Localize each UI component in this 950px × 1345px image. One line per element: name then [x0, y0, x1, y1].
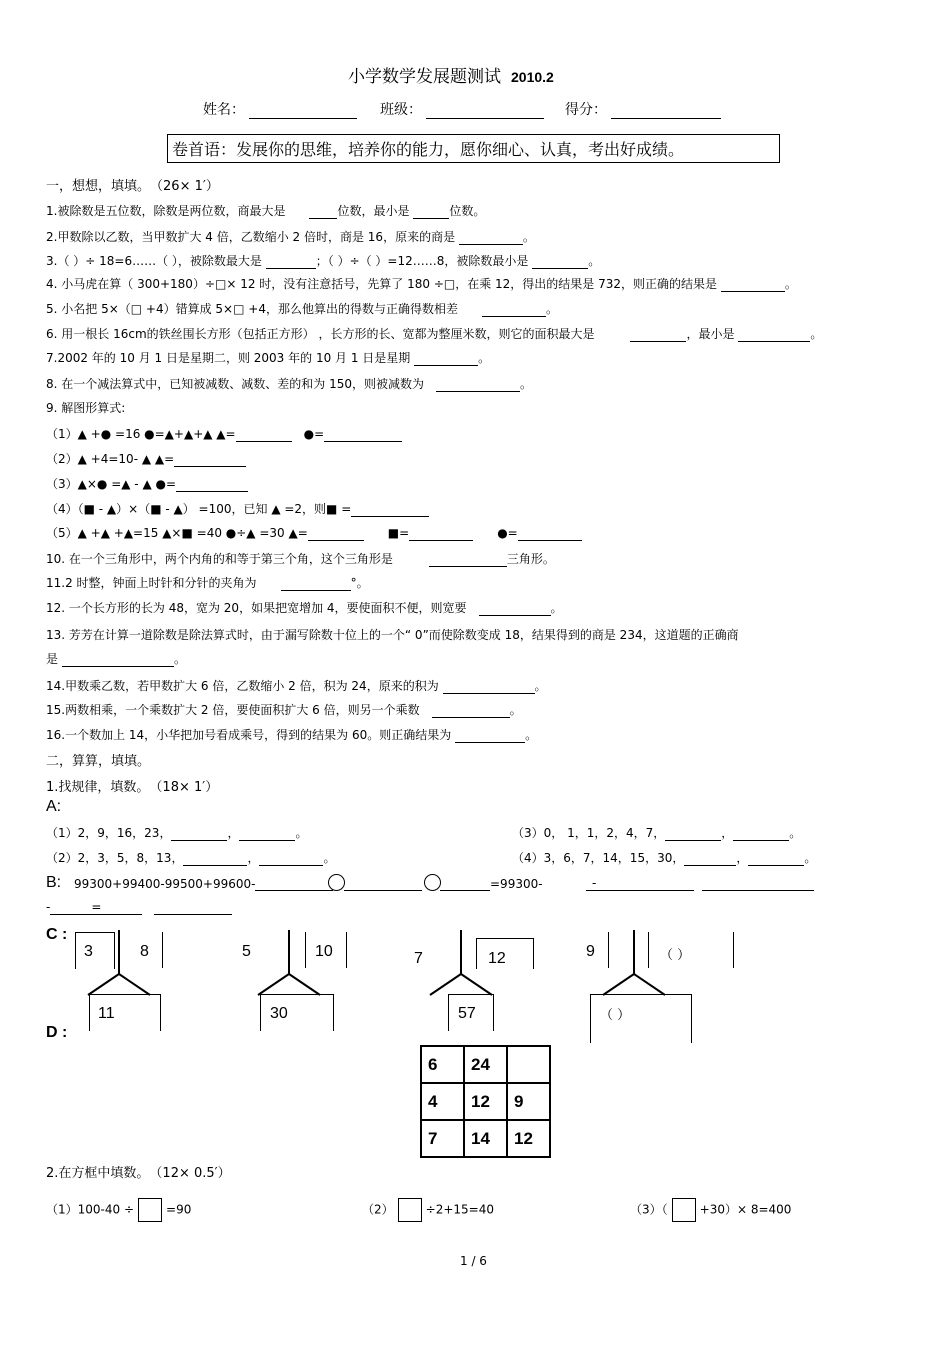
- class-field[interactable]: 班级：: [380, 99, 544, 119]
- subsection-1-heading: 1.找规律，填数。 （18× 1′）: [46, 780, 219, 795]
- tree-1-right: 8: [140, 943, 149, 960]
- part-b-eq: =99300-: [440, 876, 543, 891]
- fill-box-1: （1）100-40 ÷ =90: [46, 1198, 191, 1222]
- fill-box-2: （2） ÷2+15=40: [362, 1198, 494, 1222]
- grid-cell: 24: [464, 1046, 507, 1083]
- number-grid: [420, 1045, 551, 1158]
- part-b-line-2: - =: [46, 898, 232, 915]
- subsection-2-heading: 2.在方框中填数。 （12× 0.5′）: [46, 1166, 231, 1181]
- question-10: 10. 在一个三角形中，两个内角的和等于第三个角，这个三角形是 三角形。: [46, 552, 555, 566]
- question-13-cont: 是 。: [46, 652, 187, 666]
- tree-4-left: 9: [586, 943, 595, 960]
- question-15: 15.两数相乘，一个乘数扩大 2 倍，要使面积扩大 6 倍，则另一个乘数 。: [46, 703, 522, 717]
- question-6: 6. 用一根长 16cm的铁丝围长方形（包括正方形） ，长方形的长、宽都为整厘米数，则它的面积最大是 ，最小是 。: [46, 327, 823, 341]
- tree-2-right: 10: [315, 943, 333, 960]
- question-9: 9. 解图形算式:: [46, 401, 126, 415]
- question-8: 8. 在一个减法算式中，已知被减数、减数、差的和为 150，则被减数为 。: [46, 377, 533, 391]
- question-9-3: （3）▲×● =▲ - ▲ ●=: [46, 475, 248, 492]
- question-9-2: （2）▲ +4=10- ▲ ▲=: [46, 450, 246, 467]
- score-field[interactable]: 得分：: [565, 99, 721, 119]
- question-12: 12. 一个长方形的长为 48，宽为 20，如果把宽增加 4，要使面积不便，则宽要 。: [46, 601, 563, 615]
- grid-cell: 7: [421, 1120, 464, 1157]
- page-number: 1 / 6: [460, 1254, 487, 1268]
- tree-1-left: 3: [84, 943, 93, 960]
- part-d-label: D :: [46, 1024, 68, 1041]
- fill-box-3: （3）（ +30）× 8=400: [630, 1198, 791, 1222]
- answer-box-2[interactable]: [398, 1198, 422, 1222]
- part-c-label: C :: [46, 926, 68, 943]
- grid-cell: 4: [421, 1083, 464, 1120]
- grid-cell: 12: [507, 1120, 550, 1157]
- question-1: 1.被除数是五位数，除数是两位数，商最大是 位数，最小是 位数。: [46, 204, 486, 218]
- tree-4-right[interactable]: （ ）: [660, 948, 691, 963]
- tree-2-bottom: 30: [270, 1005, 288, 1022]
- tree-4-bottom[interactable]: （ ）: [600, 1008, 631, 1023]
- pattern-a1: （1）2，9，16，23， ， 。: [46, 826, 308, 840]
- part-b-blank-3: -: [586, 876, 694, 891]
- part-b-expression: 99300+99400-99500+99600-: [74, 876, 333, 891]
- question-4: 4. 小马虎在算（ 300+180）÷□× 12 时，没有注意括号，先算了 180 ÷□，在乘 12，得出的结果是 732，则正确的结果是 。: [46, 277, 797, 291]
- question-7: 7.2002 年的 10 月 1 日是星期二，则 2003 年的 10 月 1 日是星期 。: [46, 351, 491, 365]
- question-16: 16.一个数加上 14，小华把加号看成乘号，得到的结果为 60。则正确结果为 。: [46, 728, 538, 742]
- name-field[interactable]: 姓名：: [203, 99, 357, 119]
- part-b-blank-2: [344, 876, 422, 891]
- question-2: 2.甲数除以乙数，当甲数扩大 4 倍，乙数缩小 2 倍时，商是 16，原来的商是 。: [46, 230, 535, 244]
- pattern-a4: （4）3，6，7，14，15，30， ， 。: [512, 851, 817, 865]
- question-9-5: （5）▲ +▲ +▲=15 ▲×■ =40 ●÷▲ =30 ▲= ■= ●=: [46, 524, 582, 541]
- question-5: 5. 小名把 5×（□ +4）错算成 5×□ +4，那么他算出的得数与正确得数相差 。: [46, 302, 558, 316]
- grid-cell: 9: [507, 1083, 550, 1120]
- question-14: 14.甲数乘乙数，若甲数扩大 6 倍，乙数缩小 2 倍，积为 24，原来的积为 。: [46, 679, 547, 693]
- question-11: 11.2 时整，钟面上时针和分针的夹角为 °。: [46, 576, 369, 590]
- tree-1-bottom: 11: [98, 1005, 115, 1022]
- grid-cell: 6: [421, 1046, 464, 1083]
- answer-box-3[interactable]: [672, 1198, 696, 1222]
- part-a-label: A:: [46, 798, 62, 815]
- pattern-a3: （3）0， 1，1，2，4，7， ， 。: [512, 826, 802, 840]
- pattern-a2: （2）2，3，5，8，13， ， 。: [46, 851, 336, 865]
- grid-cell: 14: [464, 1120, 507, 1157]
- section-1-heading: 一，想想，填填。 （26× 1′）: [46, 179, 219, 194]
- answer-box-1[interactable]: [138, 1198, 162, 1222]
- tree-3-left: 7: [414, 950, 423, 967]
- question-3: 3.（ ）÷ 18=6……（ ），被除数最大是 ；（ ）÷（ ）=12……8，被除数最小是 。: [46, 254, 601, 268]
- part-b-label: B:: [46, 874, 62, 891]
- part-b-blank-4: [702, 876, 814, 891]
- tree-3-right: 12: [488, 950, 506, 967]
- question-9-4: （4）（■ - ▲）×（■ - ▲） =100，已知 ▲ =2，则■ =: [46, 500, 429, 517]
- motto-box: 卷首语：发展你的思维，培养你的能力，愿你细心、认真，考出好成绩。: [167, 134, 780, 163]
- page-title: 小学数学发展题测试 2010.2: [348, 67, 554, 87]
- question-9-1: （1）▲ +● =16 ●=▲+▲+▲ ▲= ●=: [46, 425, 402, 442]
- grid-cell: 12: [464, 1083, 507, 1120]
- tree-3-bottom: 57: [458, 1005, 476, 1022]
- operator-circle-1[interactable]: [328, 874, 345, 891]
- operator-circle-2[interactable]: [424, 874, 441, 891]
- question-13: 13. 芳芳在计算一道除数是除法算式时，由于漏写除数十位上的一个“ 0”而使除数变成 18，结果得到的商是 234，这道题的正确商: [46, 628, 739, 642]
- test-date: 2010.2: [511, 69, 554, 85]
- grid-cell-blank[interactable]: [507, 1046, 550, 1083]
- tree-2-left: 5: [242, 943, 251, 960]
- section-2-heading: 二，算算，填填。: [46, 754, 151, 769]
